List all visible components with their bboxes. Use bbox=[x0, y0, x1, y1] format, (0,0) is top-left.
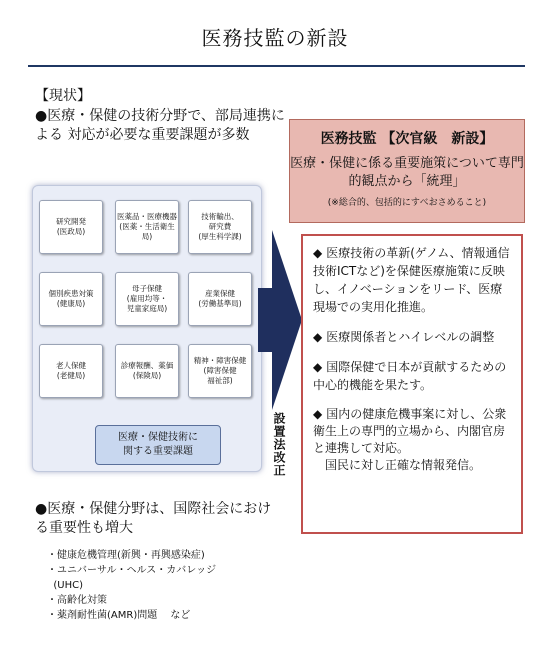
dept-box-mental: 精神・障害保健 (障害保健 福祉部) bbox=[188, 344, 252, 398]
dept-box-insurance: 診療報酬、薬価 (保険局) bbox=[115, 344, 179, 398]
diamond-bullet-icon: ◆ bbox=[313, 360, 323, 374]
new-post-description: 医療・保健に係る重要施策について専門的観点から「統理」 bbox=[290, 156, 524, 189]
dept-box-industrial: 産業保健 (労働基準局) bbox=[188, 272, 252, 326]
role-list-box bbox=[301, 234, 523, 534]
issue-list bbox=[47, 548, 216, 623]
dept-box-disease: 個別疾患対策 (健康局) bbox=[39, 272, 103, 326]
issue-item: ・健康危機管理(新興・再興感染症) bbox=[47, 550, 205, 561]
title-divider bbox=[28, 65, 525, 67]
dept-box-tech: 技術輸出、 研究費 (厚生科学課) bbox=[188, 200, 252, 254]
issue-item: ・ユニバーサル・ヘルス・カバレッジ bbox=[47, 565, 217, 576]
issue-item: ・薬剤耐性菌(AMR)問題 など bbox=[47, 610, 191, 621]
status-heading: 【現状】 bbox=[35, 88, 91, 104]
issue-item: ・高齢化対策 bbox=[47, 595, 107, 606]
new-post-title: 医務技監 【次官級 新設】 bbox=[320, 131, 494, 147]
diamond-bullet-icon: ◆ bbox=[313, 246, 323, 260]
right-arrow-icon bbox=[258, 230, 304, 410]
role-item: ◆ 国際保健で日本が貢献するための中心的機能を果たす。 bbox=[313, 360, 507, 392]
new-post-box bbox=[289, 119, 525, 223]
role-item: ◆ 医療関係者とハイレベルの調整 bbox=[313, 330, 495, 344]
dept-box-research: 研究開発 (医政局) bbox=[39, 200, 103, 254]
arrow-label: 設置法改正 bbox=[272, 412, 286, 477]
role-item: ◆ 医療技術の革新(ゲノム、情報通信技術ICTなど)を保健医療施策に反映し、イノベーションをリード、医療現場での実用化推進。 bbox=[313, 246, 510, 314]
dept-box-maternal: 母子保健 (雇用均等・ 児童家庭局) bbox=[115, 272, 179, 326]
dept-box-elderly: 老人保健 (老健局) bbox=[39, 344, 103, 398]
dept-box-pharma: 医薬品・医療機器 (医薬・生活衛生局) bbox=[115, 200, 179, 254]
key-issue-box: 医療・保健技術に 関する重要課題 bbox=[95, 425, 221, 465]
new-post-note: (※総合的、包括的にすべおさめること) bbox=[327, 198, 487, 208]
issue-item: (UHC) bbox=[47, 580, 83, 591]
diamond-bullet-icon: ◆ bbox=[313, 330, 323, 344]
role-item: ◆ 国内の健康危機事案に対し、公衆衛生上の専門的立場から、内閣官房と連携して対応。 国民に対し正確な情報発信。 bbox=[313, 407, 507, 472]
international-text: ●医療・保健分野は、国際社会における重要性も増大 bbox=[35, 501, 272, 536]
page-title: 医務技監の新設 bbox=[201, 26, 349, 50]
diamond-bullet-icon: ◆ bbox=[313, 407, 323, 421]
intro-text: ●医療・保健の技術分野で、部局連携による 対応が必要な重要課題が多数 bbox=[35, 108, 285, 143]
